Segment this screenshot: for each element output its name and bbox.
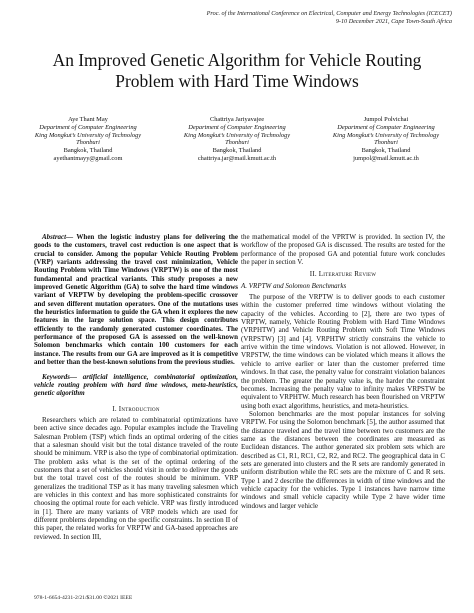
author-name: Aye Thant May [68, 116, 108, 123]
keywords-text: artificial intelligence, combinatorial optimization, vehicle routing problem with hard time windows, meta-heuristics, genetic algorithm [34, 372, 238, 398]
title-line-2: Problem with Hard Time Windows [115, 71, 359, 91]
literature-paragraph-2: Solomon benchmarks are the most popular instances for solving VRPTW. For using the Solomon benchmark [5], the author assumed that the distance traveled and the travel time between two customers are the same as the distances between the coordinates are measured as Euclidean distances. The author generated six problem sets which are described as C1, R1, RC1, C2, R2, and RC2. The geographical data in C sets are generated into clusters and the R sets are randomly generated in uniform distribution while the RC sets are the mixture of C and R sets. Type 1 and 2 describe the differences in width of time windows and the vehicle capacity for the vehicles. Type 1 instances have narrow time windows and small vehicle capacity while Type 2 have wider time windows and larger vehicle [241, 409, 445, 510]
subsection-heading-vrptw: A. VRPTW and Solomon Benchmarks [241, 281, 347, 290]
section-heading-introduction: I. Introduction [112, 404, 160, 413]
author-city: Bangkok, Thailand [361, 147, 411, 155]
abstract-lead: Abstract— [42, 233, 74, 241]
author-2 [167, 116, 307, 163]
abstract-text: When the logistic industry plans for delivering the goods to the customers, travel cost reduction is one aspect that is crucial to consider. Among the popular Vehicle Routing Problem (VRP) variants addressing the travel cost minimization, Vehicle Routing Problem with Time Windows (VRPTW) is one of the most fundamental and practical variants. This study proposes a new improved Genetic Algorithm (GA) to solve the hard time windows variant of VRPTW by developing the problem-specific crossover and seven different mutation operators. One of the mutations uses the heuristics information to guide the GA when it explores the new features in the large solution space. This design contributes efficiently to the randomly generated customer coordinates. The performance of the proposed GA is assessed on the well-known Solomon benchmarks which contain 100 customers for each instance. The results from our GA are improved as it is competitive and better than the best-known solutions from the previous studies. [34, 233, 238, 367]
author-name: Jumpol Polvichai [363, 116, 409, 123]
author-city: Bangkok, Thailand [63, 147, 113, 155]
right-column [241, 233, 445, 510]
author-name: Chattriya Jariyavajee [209, 116, 265, 123]
author-email: jumpol@mail.kmutt.ac.th [353, 154, 419, 162]
proceedings-line-2: 9-10 December 2021, Cape Town-South Africa [335, 17, 452, 25]
author-email: ayethantmayy@gmail.com [53, 154, 123, 162]
introduction-continuation: the mathematical model of the VPRTW is provided. In section IV, the workflow of the proposed GA is discussed. The results are tested for the performance of the proposed GA and potential future work concludes the paper in section V. [241, 233, 445, 267]
author-department: Department of Computer Engineering [39, 123, 137, 131]
keywords [34, 373, 238, 398]
copyright-footer: 978-1-6654-4231-2/21/$31.00 ©2021 IEEE [34, 595, 133, 601]
abstract [34, 233, 238, 367]
proceedings-line-1: Proc. of the International Conference on Electrical, Computer and Energy Technologies (ICECET) [206, 10, 452, 17]
keywords-lead: Keywords— [42, 372, 77, 381]
author-university: King Mongkut’s University of Technology [332, 131, 440, 139]
author-campus: Thonburi [374, 139, 398, 147]
literature-paragraph-1: The purpose of the VRPTW is to deliver goods to each customer within the customer preferred time windows without violating the capacity of the vehicles. According to [2], there are two types of VRPTW, namely, Vehicle Routing Problem with Hard Time Windows (VRPHTW) and Vehicle Routing Problem with Soft Time Windows (VRPSTW) [3] and [4]. VRPHTW strictly constrains the vehicle to arrive within the time windows. Violation is not allowed. However, in VRPSTW, the time windows can be violated which means it allows the vehicle to arrive earlier or later than the customer preferred time windows. In that case, the penalty value for constraint violation balances the problem. The greater the penalty value is, the harder the constraint becomes. Increasing the penalty value to infinity makes VRPSTW be equivalent to VRPHTW. Much research has been flourished on VRPTW using both exact algorithms, heuristics, and meta-heuristics. [241, 293, 445, 410]
section-heading-literature-review: II. Literature Review [309, 270, 377, 279]
author-university: King Mongkut’s University of Technology [34, 131, 142, 139]
author-block [18, 116, 456, 163]
introduction-paragraph: Researchers which are related to combinatorial optimizations have been active since decades ago. Popular examples include the Traveling Salesman Problem (TSP) which finds an optimal ordering of the cities that a salesman should visit but the total distance traveled of the route should be minimum. VRP is also the type of combinatorial optimization. The problem asks what is the set of the optimal ordering of the customers that a set of vehicles should visit in order to deliver the goods but the total travel cost of the routes should be minimum. VRP generalizes the traditional TSP as it has many traveling salesmen which are vehicles in this context and has more sophisticated constraints for choosing the optimal route for each vehicle. VRP was firstly introduced in [1]. There are many variants of VRP models which are used for different problems depending on the specific constraints. In section II of this paper, the related works for VRPTW and GA-based approaches are reviewed. In section III, [34, 415, 238, 541]
author-email: chattriya.jar@mail.kmutt.ac.th [197, 154, 277, 162]
title-line-1: An Improved Genetic Algorithm for Vehicle Routing [52, 50, 422, 70]
author-department: Department of Computer Engineering [188, 123, 286, 131]
author-university: King Mongkut’s University of Technology [183, 131, 291, 139]
author-1 [18, 116, 158, 163]
author-campus: Thonburi [225, 139, 249, 147]
author-department: Department of Computer Engineering [337, 123, 435, 131]
proceedings-header [152, 10, 452, 25]
author-city: Bangkok, Thailand [212, 147, 262, 155]
author-3 [316, 116, 456, 163]
author-campus: Thonburi [76, 139, 100, 147]
paper-title [20, 50, 454, 92]
left-column [34, 233, 238, 541]
